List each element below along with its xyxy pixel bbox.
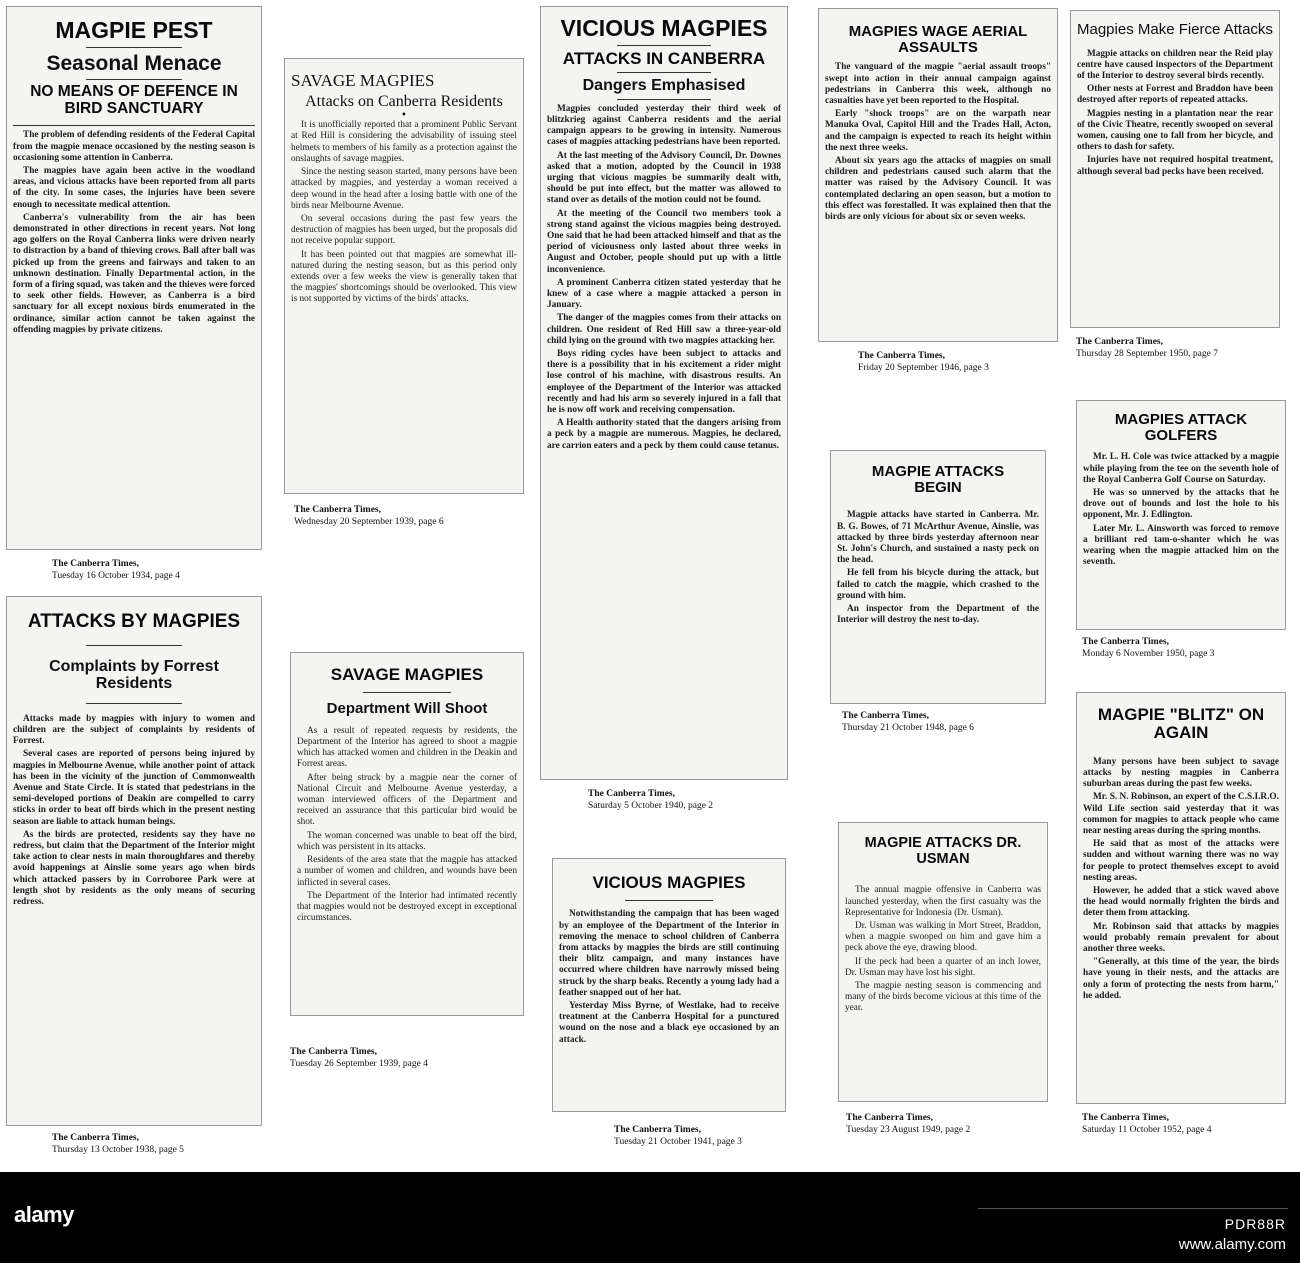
headline: MAGPIES ATTACK GOLFERS: [1114, 411, 1248, 445]
paragraph: As a result of repeated requests by residents, the Department of the Interior has agreed to shoot a magpie which has attacked women and children in the Deakin and Forrest areas.: [297, 725, 517, 770]
paragraph: The woman concerned was unable to beat off the bird, which was persistent in its attacks.: [297, 830, 517, 852]
paragraph: Injuries have not required hospital treatment, although several bad pecks have been received.: [1077, 155, 1273, 177]
paragraph: Attacks made by magpies with injury to women and children are the subject of complaints by residents of Forrest.: [13, 713, 255, 747]
caption-publication: The Canberra Times,: [858, 351, 945, 361]
caption: [1082, 636, 1214, 660]
clipping-blitz-on-again: [1076, 692, 1286, 1104]
paragraph: Magpie attacks have started in Canberra. Mr. B. G. Bowes, of 71 McArthur Avenue, Ainslie, was attacked by three birds yesterday afternoon near St. John's Church, and sustained a nasty peck on the head.: [837, 510, 1039, 566]
paragraph: The danger of the magpies comes from their attacks on children. One resident of Red Hill saw a three-year-old child lying on the ground with two magpies attacking her.: [547, 313, 781, 346]
ornament: •: [401, 110, 407, 122]
caption-publication: The Canberra Times,: [846, 1113, 933, 1123]
subhead: Dangers Emphasised: [582, 77, 746, 95]
clipping-savage-magpies-1939: [284, 58, 524, 494]
clipping-magpie-pest: [6, 6, 262, 550]
paragraph: At the last meeting of the Advisory Council, Dr. Downes asked that a motion, adopted by the Council in 1938 urging that vicious magpies be summarily dealt with, should be put into effect, but the matter was allowed to stand over as details of the motion could not be found.: [547, 150, 781, 206]
clipping-attack-golfers: [1076, 400, 1286, 630]
caption-publication: The Canberra Times,: [52, 1133, 139, 1143]
caption-publication: The Canberra Times,: [614, 1125, 701, 1135]
caption-date: Saturday 11 October 1952, page 4: [1082, 1125, 1212, 1135]
caption-date: Tuesday 21 October 1941, page 3: [614, 1137, 742, 1147]
paragraph: The magpies have again been active in the woodland areas, and vicious attacks have been reported from all parts of the city. In some cases, the injuries have been severe enough to necessitate medical attention.: [13, 166, 255, 210]
divider: [617, 99, 711, 100]
caption-publication: The Canberra Times,: [842, 711, 929, 721]
headline: VICIOUS MAGPIES: [592, 873, 746, 892]
caption-date: Thursday 13 October 1938, page 5: [52, 1145, 184, 1155]
watermark-image-code: PDR88R: [1224, 1216, 1286, 1232]
headline: SAVAGE MAGPIES: [330, 665, 484, 684]
caption: [294, 504, 444, 528]
paragraph: The problem of defending residents of the Federal Capital from the magpie menace occasioned by the nesting season is occasioning some attention in Canberra.: [13, 130, 255, 163]
paragraph: The Department of the Interior had intimated recently that magpies would not be destroyed except in exceptional circumstances.: [297, 890, 517, 924]
paragraph: Magpies concluded yesterday their third week of blitzkrieg against Canberra residents and the aerial campaign appears to be growing in intensity. Numerous cases of magpies attacking pedestrians have been reported.: [547, 103, 781, 148]
divider: [625, 900, 713, 901]
caption-date: Tuesday 16 October 1934, page 4: [52, 571, 180, 581]
clipping-fierce-attacks: [1070, 10, 1280, 328]
paragraph: Since the nesting season started, many persons have been attacked by magpies, and yesterday a woman received a deep wound in the head after a losing battle with one of the birds near Melbourne Avenue.: [291, 167, 517, 211]
caption: [858, 350, 989, 374]
paragraph: As the birds are protected, residents say they have no redress, but claim that the Department of the Interior might take action to clear nests in main thoroughfares and thereby avoid happenings at Ainslie some years ago when birds which attacked passers by in Corroboree Park were at length shot by residents as the only means of securing redress.: [13, 829, 255, 907]
clipping-vicious-magpies-1941: [552, 858, 786, 1112]
paragraph: He was so unnerved by the attacks that he drove out of bounds and lost the hole to his opponent, Mr. J. Edlington.: [1083, 487, 1279, 521]
paragraph: It has been pointed out that magpies are somewhat ill-natured during the nesting season, but as this period only extends over a few weeks the view is generally taken that the magpies' shortcomings should be overlooked. This view is not supported by victims of the birds' attacks.: [291, 249, 517, 305]
paragraph: At the meeting of the Council two members took a strong stand against the vicious magpies being destroyed. One said that he had been attacked himself and that as the period of viciousness only lasted about three weeks in August and October, people should put up with a little inconvenience.: [547, 208, 781, 275]
subhead: NO MEANS OF DEFENCE IN BIRD SANCTUARY: [30, 82, 238, 117]
divider: [13, 125, 255, 126]
caption: [614, 1124, 742, 1148]
headline: Magpies Make Fierce Attacks: [1077, 21, 1273, 38]
paragraph: Early "shock troops" are on the warpath near Manuka Oval, Capitol Hill and the Trades Hall, Acton, and the campaign is expected to reach its height within the next three weeks.: [825, 109, 1051, 153]
caption-date: Thursday 21 October 1948, page 6: [842, 723, 974, 733]
subhead: Department Will Shoot: [326, 700, 488, 718]
paragraph: He fell from his bicycle during the attack, but failed to catch the magpie, which crashed to the ground with him.: [837, 568, 1039, 601]
caption-date: Saturday 5 October 1940, page 2: [588, 801, 714, 811]
divider: [617, 45, 711, 46]
caption-date: Monday 6 November 1950, page 3: [1082, 649, 1215, 659]
headline: VICIOUS MAGPIES: [560, 15, 768, 41]
headline: MAGPIES WAGE AERIAL ASSAULTS: [848, 23, 1028, 57]
paragraph: "Generally, at this time of the year, the birds have young in their nests, and the attacks are only a form of protecting the nests from harm," he added.: [1083, 957, 1279, 1001]
paragraph: The vanguard of the magpie "aerial assault troops" swept into action in their annual campaign against pedestrians in Canberra this week, although no casualties have yet been reported to the Hospital.: [825, 62, 1051, 106]
paragraph: Dr. Usman was walking in Mort Street, Braddon, when a magpie swooped on him and gave him a peck above the eye, drawing blood.: [845, 920, 1041, 954]
caption-publication: The Canberra Times,: [290, 1047, 377, 1057]
caption-publication: The Canberra Times,: [294, 505, 381, 515]
headline: ATTACKS BY MAGPIES: [27, 611, 241, 632]
subhead: Complaints by Forrest Residents: [49, 657, 219, 693]
paragraph: However, he added that a stick waved above the head would normally frighten the birds and deter them from attacking.: [1083, 885, 1279, 919]
caption-date: Wednesday 20 September 1939, page 6: [294, 517, 444, 527]
paragraph: Canberra's vulnerability from the air has been demonstrated in other directions in recent years. Not long ago golfers on the Royal Canberra links were driven nearly to distraction by a band of thieving crows. Ball after ball was picked up from the greens and fairways and taken to an unknown destination. Finally Departmental action, in the form of a firing squad, was taken and the thieves were forced to seek other fields. However, as Canberra is a bird sanctuary for all except noxious birds enumerated in the ordinance, similar action cannot be taken against the offending magpies by private citizens.: [13, 212, 255, 335]
divider: [86, 79, 183, 80]
paragraph: An inspector from the Department of the Interior will destroy the nest to-day.: [837, 604, 1039, 626]
paragraph: He said that as most of the attacks were sudden and without warning there was no way for people to protect themselves except to avoid nesting areas.: [1083, 839, 1279, 883]
deck: Attacks on Canberra Residents: [305, 92, 503, 110]
clipping-dr-usman: [838, 822, 1048, 1102]
headline: SAVAGE MAGPIES: [291, 71, 435, 90]
caption-date: Friday 20 September 1946, page 3: [858, 363, 989, 373]
paragraph: After being struck by a magpie near the corner of National Circuit and Melbourne Avenue yesterday, a woman interviewed officers of the Department and received an assurance that this particular bird would be shot.: [297, 772, 517, 828]
paragraph: Many persons have been subject to savage attacks by nesting magpies in Canberra suburban areas during the past few weeks.: [1083, 756, 1279, 790]
caption: [588, 788, 713, 812]
paragraph: Later Mr. L. Ainsworth was forced to remove a brilliant red tam-o-shanter which he was wearing when the magpie attacked him on the seventh.: [1083, 523, 1279, 568]
headline: MAGPIE PEST: [55, 17, 213, 43]
divider: [86, 47, 183, 48]
caption: [1082, 1112, 1211, 1136]
paragraph: Residents of the area state that the magpie has attacked a number of women and children, and wounds have been inflicted in several cases.: [297, 855, 517, 888]
watermark-logo: alamy: [14, 1202, 74, 1227]
caption-publication: The Canberra Times,: [52, 559, 139, 569]
clipping-vicious-magpies-1940: [540, 6, 788, 780]
clipping-aerial-assaults: [818, 8, 1058, 342]
paragraph: The magpie nesting season is commencing and many of the birds become vicious at this time of the year.: [845, 980, 1041, 1014]
paragraph: It is unofficially reported that a prominent Public Servant at Red Hill is considering the advisability of issuing steel helmets to members of his family as a protection against the onslaughts of savage magpies.: [291, 120, 517, 164]
paragraph: Several cases are reported of persons being injured by magpies in Melbourne Avenue, while another point of attack has been in the vicinity of the junction of Commonwealth Avenue and State Circle. It is stated that pedestrians in the semi-developed portions of Deakin are compelled to carry sticks in order to beat off birds which in the present nesting season are liable to attack human beings.: [13, 749, 255, 827]
caption: [846, 1112, 970, 1136]
paragraph: Yesterday Miss Byrne, of Westlake, had to receive treatment at the Canberra Hospital for a punctured wound on the nose and a black eye occasioned by an attack.: [559, 1000, 779, 1045]
caption-publication: The Canberra Times,: [1076, 337, 1163, 347]
paragraph: Notwithstanding the campaign that has been waged by an employee of the Department of the Interior in removing the menace to school children of Canberra from attacks by magpies the birds are still continuing their blitz campaign, and many instances have occurred where children have narrowly missed being struck by the sharp beaks. Recently a young lady had a feather snapped out of her hat.: [559, 909, 779, 998]
headline: MAGPIE ATTACKS DR. USMAN: [864, 835, 1022, 867]
caption: [1076, 336, 1218, 360]
watermark-site: www.alamy.com: [1178, 1236, 1286, 1253]
caption: [52, 1132, 184, 1156]
headline: MAGPIE ATTACKS BEGIN: [871, 463, 1005, 497]
deck: Seasonal Menace: [46, 51, 222, 75]
clipping-attacks-by-magpies: [6, 596, 262, 1126]
divider: [86, 645, 183, 646]
paragraph: Magpie attacks on children near the Reid play centre have caused inspectors of the Department of the Interior to destroy several birds recently.: [1077, 48, 1273, 81]
paragraph: Other nests at Forrest and Braddon have been destroyed after reports of repeated attacks.: [1077, 84, 1273, 106]
headline: MAGPIE "BLITZ" ON AGAIN: [1097, 705, 1265, 743]
caption: [52, 558, 180, 582]
paragraph: Mr. Robinson said that attacks by magpies would probably remain prevalent for about another three weeks.: [1083, 921, 1279, 954]
paragraph: Mr. S. N. Robinson, an expert of the C.S.I.R.O. Wild Life section said yesterday that it was common for magpies to attack people who came near nesting areas during the spring months.: [1083, 792, 1279, 836]
paragraph: The annual magpie offensive in Canberra was launched yesterday, when the first casualty was the Representative for Indonesia (Dr. Usman).: [845, 885, 1041, 918]
caption-date: Tuesday 23 August 1949, page 2: [846, 1125, 971, 1135]
paragraph: Boys riding cycles have been subject to attacks and there is a possibility that in his excitement a rider might lose control of his machine, with disastrous results. An employee of the Department of the Interior was attacked recently and had his arm so severely injured in a fall that he is now off work and receiving compensation.: [547, 349, 781, 416]
paragraph: Magpies nesting in a plantation near the rear of the Civic Theatre, recently swooped on several women, causing one to fall from her bicycle, and others to dash for safety.: [1077, 108, 1273, 153]
paragraph: Mr. L. H. Cole was twice attacked by a magpie while playing from the tee on the seventh hole of the Royal Canberra Golf Course on Saturday.: [1083, 452, 1279, 485]
caption-publication: The Canberra Times,: [1082, 1113, 1169, 1123]
divider: [363, 692, 451, 693]
caption: [290, 1046, 428, 1070]
clipping-attacks-begin: [830, 450, 1046, 704]
divider: [617, 72, 711, 73]
deck: ATTACKS IN CANBERRA: [562, 48, 766, 68]
paragraph: A prominent Canberra citizen stated yesterday that he knew of a case where a magpie attacked a person in January.: [547, 277, 781, 311]
clipping-department-will-shoot: [290, 652, 524, 1016]
paragraph: If the peck had been a quarter of an inch lower, Dr. Usman may have lost his sight.: [845, 956, 1041, 978]
caption: [842, 710, 974, 734]
caption-date: Tuesday 26 September 1939, page 4: [290, 1059, 428, 1069]
paragraph: About six years ago the attacks of magpies on small children and pedestrians caused such alarm that the matter was raised by the Advisory Council. It was contemplated declaring an open season, but a motion to this effect was forestalled. It was explained then that the birds are only vicious for about six or seven weeks.: [825, 156, 1051, 223]
divider: [86, 703, 183, 704]
caption-date: Thursday 28 September 1950, page 7: [1076, 349, 1218, 359]
watermark-divider: [978, 1208, 1288, 1209]
watermark-band: [0, 1172, 1300, 1263]
caption-publication: The Canberra Times,: [588, 789, 675, 799]
caption-publication: The Canberra Times,: [1082, 637, 1169, 647]
paragraph: On several occasions during the past few years the destruction of magpies has been urged, but the proposals did not receive popular support.: [291, 213, 517, 247]
paragraph: A Health authority stated that the dangers arising from a peck by a magpie are numerous. Magpies, he declared, are carrion eaters and a peck by them could cause tetanus.: [547, 418, 781, 451]
